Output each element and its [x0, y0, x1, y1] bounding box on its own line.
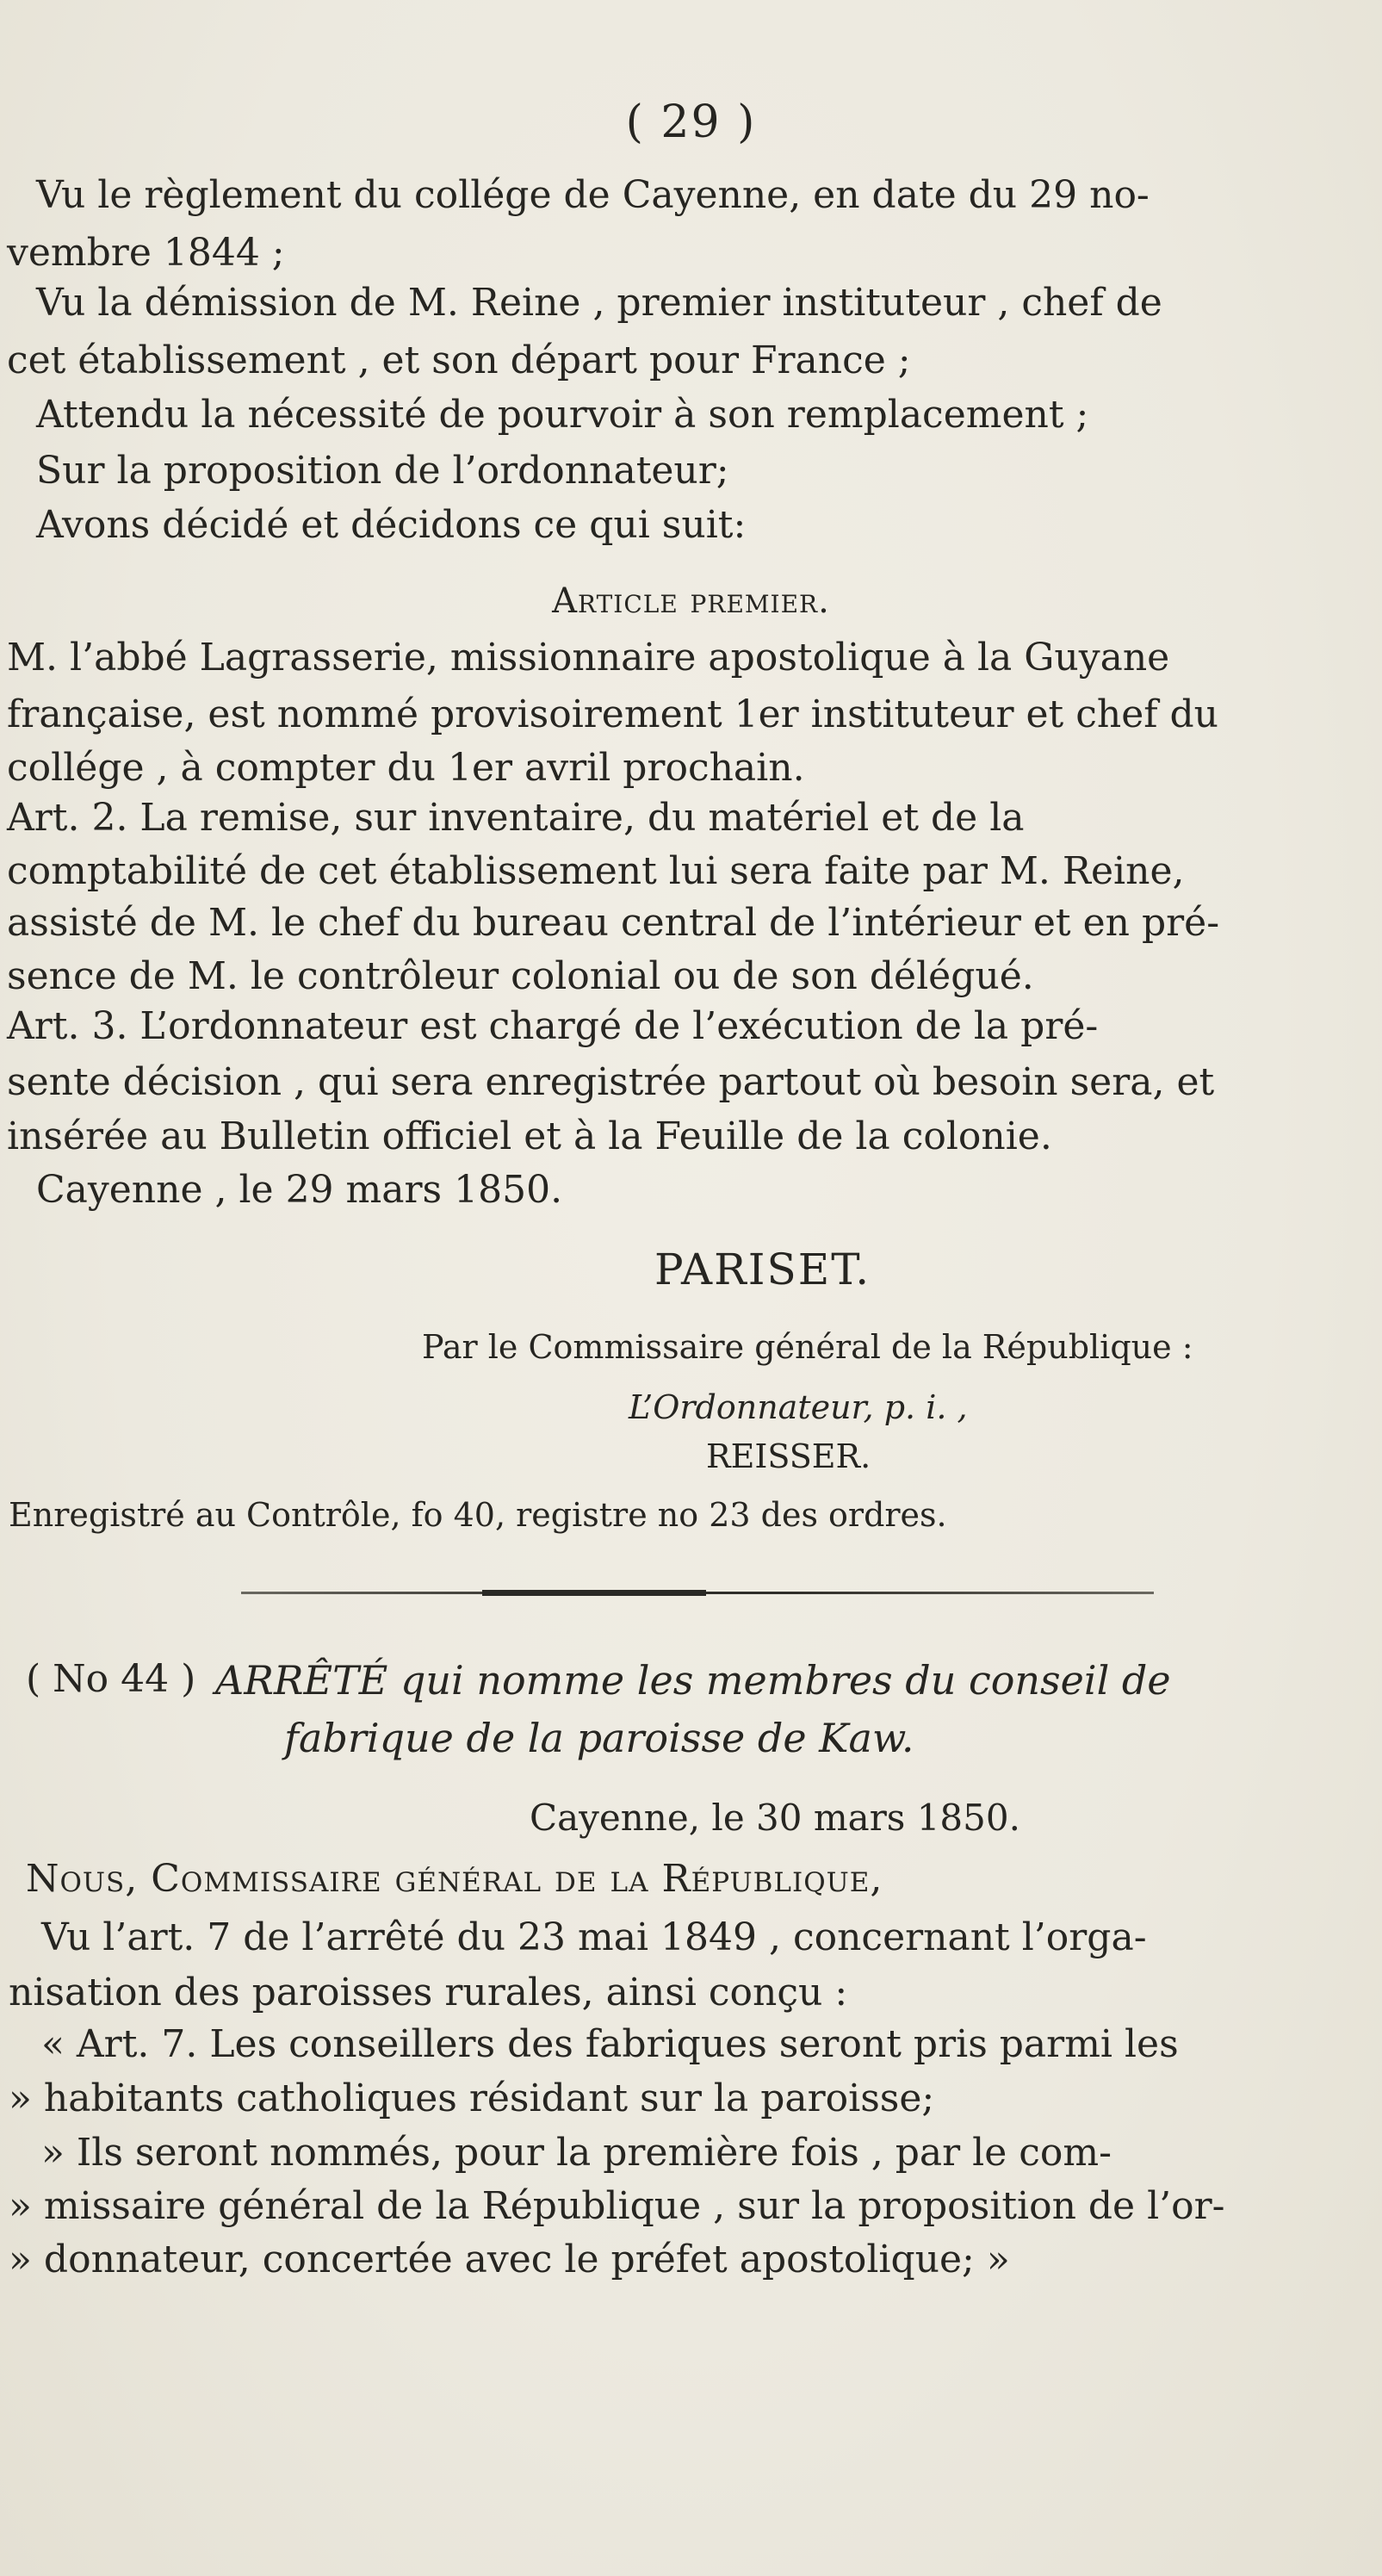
text-line: » habitants catholiques résidant sur la paroisse; [9, 2076, 935, 2120]
text-line: comptabilité de cet établissement lui sera faite par M. Reine, [7, 849, 1185, 893]
text-line: Attendu la nécessité de pourvoir à son remplacement ; [36, 393, 1089, 437]
text-line: française, est nommé provisoirement 1er instituteur et chef du [7, 692, 1219, 736]
ordonnateur-line: L’Ordonnateur, p. i. , [629, 1388, 968, 1426]
text-line: M. l’abbé Lagrasserie, missionnaire apostolique à la Guyane [7, 636, 1170, 680]
text-line: sente décision , qui sera enregistrée partout où besoin sera, et [7, 1060, 1215, 1104]
decision-title-line2: fabrique de la paroisse de Kaw. [284, 1715, 914, 1761]
signature-pariset: PARISET. [654, 1245, 871, 1294]
text-line: collége , à compter du 1er avril prochain. [7, 746, 805, 790]
text-line: Vu la démission de M. Reine , premier instituteur , chef de [36, 281, 1162, 325]
article-heading: Article premier. [552, 581, 830, 621]
page-number: ( 29 ) [625, 96, 757, 148]
decision-number: ( No 44 ) [26, 1657, 196, 1701]
registration-line: Enregistré au Contrôle, fo 40, registre no 23 des ordres. [9, 1496, 947, 1534]
text-line: nisation des paroisses rurales, ainsi conçu : [9, 1971, 848, 2014]
text-line: Avons décidé et décidons ce qui suit: [36, 503, 747, 547]
decision-heading: Nous, Commissaire général de la République, [26, 1857, 883, 1901]
text-line: Art. 2. La remise, sur inventaire, du matériel et de la [7, 796, 1025, 840]
text-line: » donnateur, concertée avec le préfet apostolique; » [9, 2238, 1010, 2281]
text-line: sence de M. le contrôleur colonial ou de son délégué. [7, 954, 1034, 998]
text-line: » Ils seront nommés, pour la première fois , par le com- [41, 2131, 1112, 2175]
text-line: Sur la proposition de l’ordonnateur; [36, 449, 729, 493]
dateline: Cayenne, le 30 mars 1850. [530, 1797, 1020, 1839]
by-line: Par le Commissaire général de la République : [422, 1328, 1193, 1366]
text-line: Cayenne , le 29 mars 1850. [36, 1168, 563, 1212]
countersign-reisser: REISSER. [706, 1437, 871, 1475]
text-line: » missaire général de la République , sur la proposition de l’or- [9, 2184, 1225, 2228]
text-line: Vu l’art. 7 de l’arrêté du 23 mai 1849 , concernant l’orga- [41, 1915, 1147, 1959]
section-divider-center [482, 1590, 706, 1596]
text-line: « Art. 7. Les conseillers des fabriques seront pris parmi les [41, 2022, 1179, 2066]
text-line: cet établissement , et son départ pour France ; [7, 338, 911, 382]
text-line: insérée au Bulletin officiel et à la Feuille de la colonie. [7, 1114, 1052, 1158]
decision-title-line1: ARRÊTÉ qui nomme les membres du conseil de [215, 1657, 1171, 1704]
text-line: assisté de M. le chef du bureau central de l’intérieur et en pré- [7, 901, 1220, 945]
text-line: Vu le règlement du collége de Cayenne, en date du 29 no- [36, 173, 1150, 217]
text-line: Art. 3. L’ordonnateur est chargé de l’exécution de la pré- [7, 1004, 1099, 1048]
text-line: vembre 1844 ; [7, 231, 285, 275]
